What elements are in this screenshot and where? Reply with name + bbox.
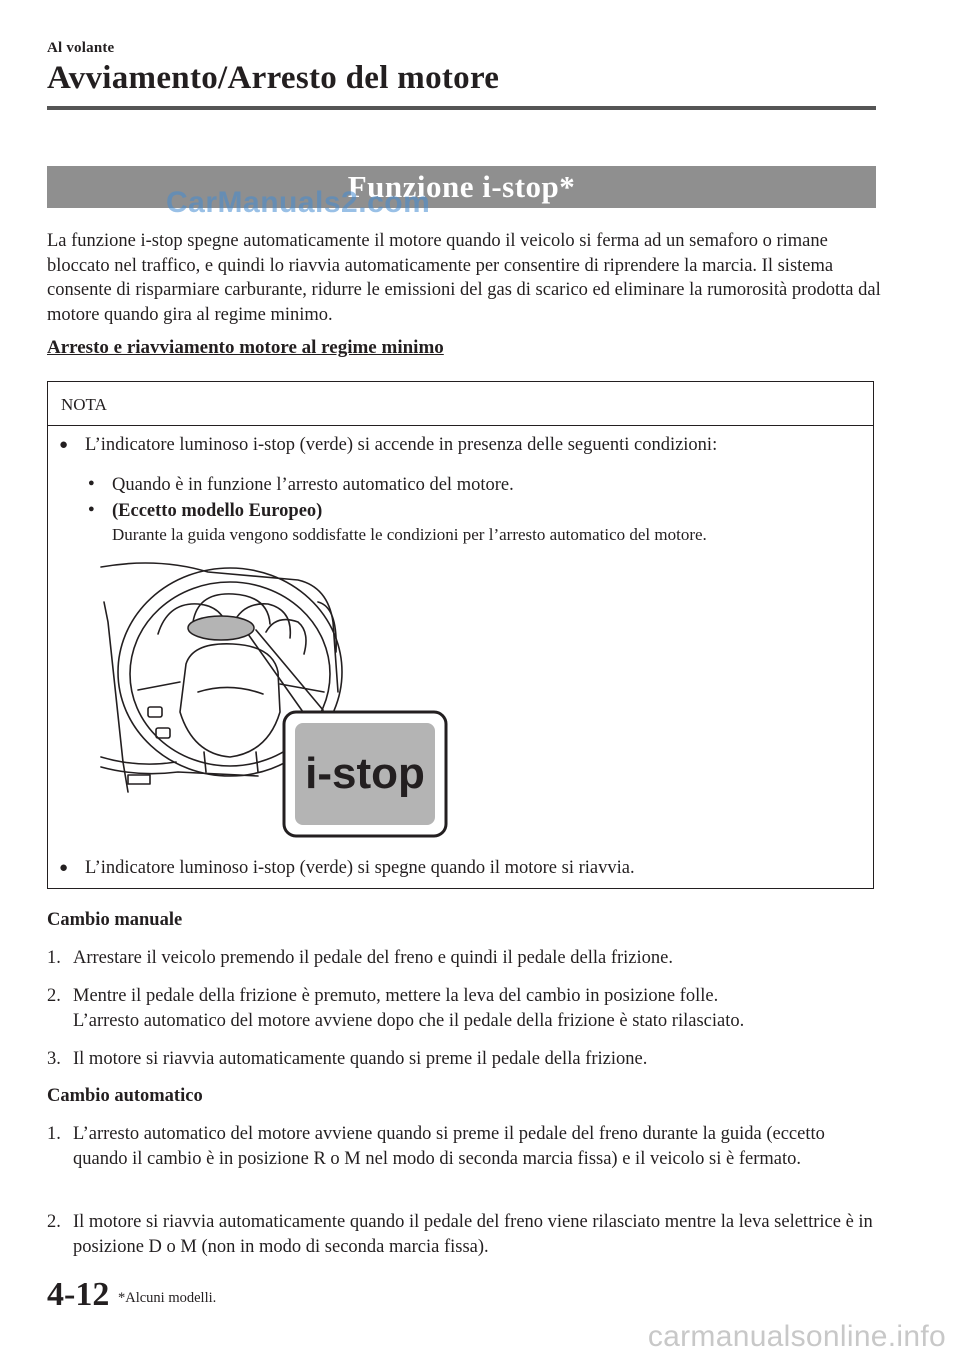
- sub-bullet-icon: ●: [88, 477, 95, 489]
- sub-bullet-icon: ●: [88, 503, 95, 515]
- note-sub-2-text: Durante la guida vengono soddisfatte le condizioni per l’arresto automatico del motore.: [112, 525, 707, 544]
- page-number: 4-12: [47, 1276, 110, 1313]
- item-text-2: L’arresto automatico del motore avviene dopo che il pedale della frizione è stato rilasciato.: [73, 1011, 745, 1031]
- site-watermark: carmanualsonline.info: [647, 1320, 946, 1353]
- item-number: 2.: [47, 1212, 61, 1232]
- bullet-icon: ●: [59, 437, 69, 453]
- note-bullet-2: L’indicatore luminoso i-stop (verde) si spegne quando il motore si riavvia.: [85, 858, 635, 878]
- item-number: 2.: [47, 986, 61, 1006]
- intro-paragraph: La funzione i-stop spegne automaticamente il motore quando il veicolo si ferma ad un semaforo o rimane bloccato nel traffico, e quindi lo riavvia automaticamente per consentire di riprendere la marcia. Il sistema consente di risparmiare carburante, ridurre le emissioni del gas di scarico ed eliminare la rumorosità prodotta dal motore quando gira al regime minimo.: [47, 231, 881, 325]
- footnote: *Alcuni modelli.: [118, 1290, 217, 1306]
- item-number: 3.: [47, 1049, 61, 1069]
- note-label: NOTA: [61, 395, 107, 414]
- item-text: Il motore si riavvia automaticamente quando si preme il pedale della frizione.: [73, 1049, 648, 1069]
- note-header: [48, 382, 873, 426]
- item-text: Mentre il pedale della frizione è premuto, mettere la leva del cambio in posizione folle.: [73, 986, 719, 1006]
- note-sub-1: Quando è in funzione l’arresto automatico del motore.: [112, 475, 514, 495]
- section-label: Al volante: [47, 40, 115, 56]
- manual-item-3: [47, 1047, 882, 1072]
- item-number: 1.: [47, 1124, 61, 1144]
- title-divider: [47, 106, 876, 110]
- manual-heading: Cambio manuale: [47, 910, 183, 930]
- dashboard-illustration: [98, 562, 448, 842]
- note-sub-2-title: (Eccetto modello Europeo): [112, 501, 323, 521]
- item-text: L’arresto automatico del motore avviene quando si preme il pedale del freno durante la guida (eccetto quando il cambio è in posizione R o M nel modo di seconda marcia fissa) e il veicolo si è fermato.: [73, 1124, 825, 1169]
- watermark: CarManuals2.com: [166, 186, 431, 219]
- bullet-icon: ●: [59, 860, 69, 876]
- note-box: [47, 381, 874, 889]
- manual-item-2: [47, 984, 882, 1034]
- item-number: 1.: [47, 948, 61, 968]
- manual-item-1: [47, 946, 882, 971]
- item-text: Arrestare il veicolo premendo il pedale del freno e quindi il pedale della frizione.: [73, 948, 673, 968]
- i-stop-label: i-stop: [305, 749, 425, 798]
- automatic-item-1: [47, 1122, 877, 1172]
- note-bullet-1: L’indicatore luminoso i-stop (verde) si accende in presenza delle seguenti condizioni:: [85, 435, 718, 455]
- subheading: Arresto e riavviamento motore al regime minimo: [47, 337, 444, 358]
- automatic-item-2: [47, 1210, 877, 1260]
- item-text: Il motore si riavvia automaticamente quando il pedale del freno viene rilasciato mentre la leva selettrice è in posizione D o M (non in modo di seconda marcia fissa).: [73, 1212, 873, 1257]
- page-title: Avviamento/Arresto del motore: [47, 60, 500, 96]
- automatic-heading: Cambio automatico: [47, 1086, 203, 1106]
- banner-title: Funzione i-stop*: [347, 169, 576, 204]
